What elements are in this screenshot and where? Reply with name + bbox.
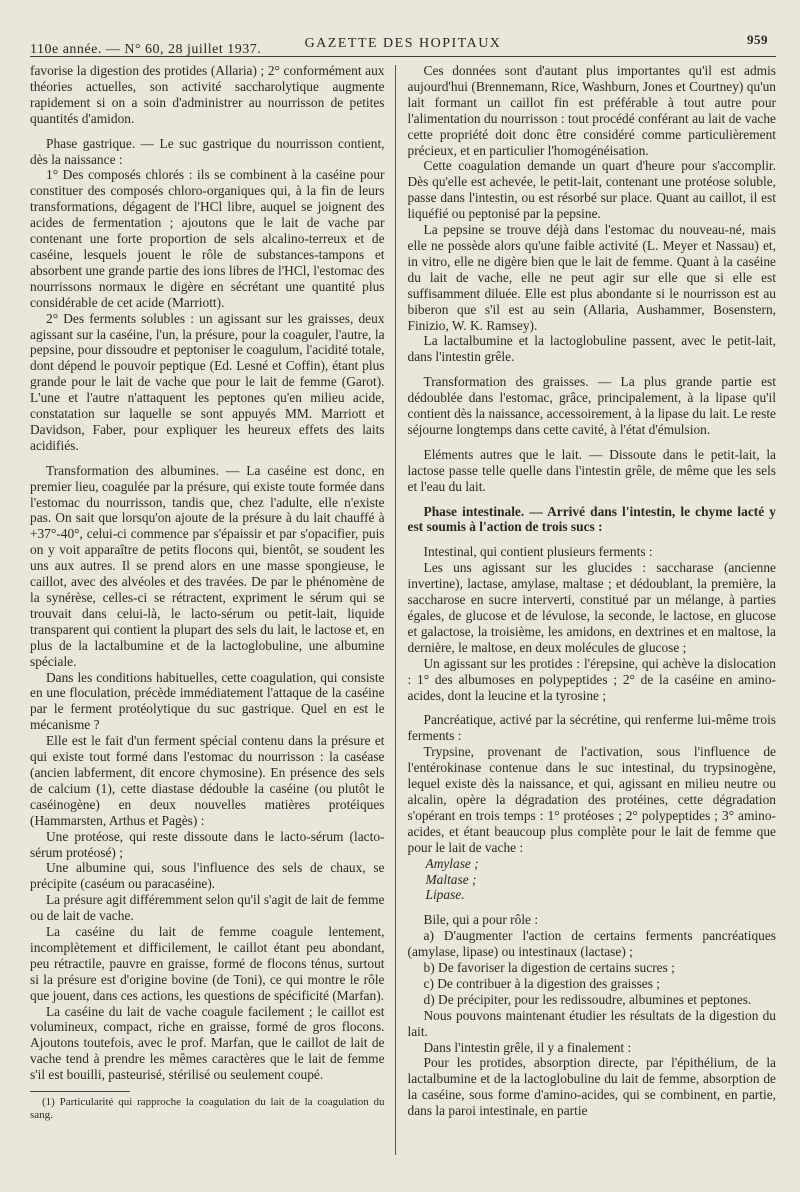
paragraph: La caséine du lait de femme coagule lentement, incomplètement et difficilement, le caillot étant peu abondant, peu rétractile, pauvre en graisse, formé de flocons ténus, surtout si la présure est d'origine bovine (de Toni), ce qui montre le rôle que jouent, dans ces actions, les questions de spécificité (Marfan). bbox=[30, 924, 385, 1003]
paragraph: a) D'augmenter l'action de certains ferments pancréatiques (amylase, lipase) ou intestinaux (lactase) ; bbox=[407, 928, 776, 960]
right-column bbox=[396, 63, 776, 1173]
section-heading-albumines: Transformation des albumines. — La caséine est donc, en premier lieu, coagulée par la présure, qui existe toute formée dans l'estomac du nourrisson, tandis que, chez l'adulte, elle n'existe pas. On sait que lorsqu'on ajoute de la présure à du lait chauffé à +37°-40°, celui-ci commence par s'épaissir et par s'opacifier, puis on y voit apparaître de petits flocons qui, bientôt, se soudent les uns aux autres. Il se prend alors en une masse spongieuse, le caillot, avec des alvéoles et des travées. De par le phénomène de la synérèse, celles-ci se rétractent, expriment le sérum qui se trouvait dans celui-là, le lacto-sérum ou petit-lait, liquide transparent qui contient la plupart des sels du lait, le lactose et, en plus de la lactalbumine et de la lactoglobuline, une albumine spéciale. bbox=[30, 462, 385, 669]
list-item: Amylase ; bbox=[425, 855, 479, 871]
paragraph: d) De précipiter, pour les redissoudre, albumines et peptones. bbox=[423, 991, 752, 1007]
section-heading-phase-gastrique: Phase gastrique. — Le suc gastrique du nourrisson contient, dès la naissance : bbox=[30, 135, 385, 167]
paragraph: Cette coagulation demande un quart d'heure pour s'accomplir. Dès qu'elle est achevée, le petit-lait, contenant une protéose soluble, passe dans l'intestin, ou est résorbé sur place. Quant au caillot, il est liquéfié ou peptonisé par la pepsine. bbox=[407, 158, 776, 222]
paragraph: La caséine du lait de vache coagule facilement ; le caillot est volumineux, compact, riche en graisse, formé de gros flocons. Ajoutons toutefois, avec le prof. Marfan, que le caillot de lait de vache tend à prendre les mêmes caractères que le lait de femme s'il est bouilli, pasteurisé, stérilisé ou seulement coupé. bbox=[30, 1003, 385, 1083]
paragraph: favorise la digestion des protides (Allaria) ; 2° conformément aux théories actuelles, son activité saccharolytique augmente rapidement si on a soin d'administrer au nourrisson de petites quantités d'amidon. bbox=[30, 63, 385, 126]
paragraph: Les uns agissant sur les glucides : saccharase (ancienne invertine), lactase, amylase, maltase ; et dédoublant, la première, la saccharose en sucre interverti, constitué par un mélange, à parties égales, de glucose et de lévulose, la seconde, le lactose, en glucose et galactose, la troisième, les amidons, en dextrines et en maltose, la dernière, le maltose, en deux molécules de glucose ; bbox=[407, 560, 776, 655]
subheading-bile: Bile, qui a pour rôle : bbox=[423, 912, 539, 928]
paragraph: Dans l'intestin grêle, il y a finalement : bbox=[423, 1039, 632, 1055]
section-heading-elements: Eléments autres que le lait. — Dissoute dans le petit-lait, la lactose passe telle quelle dans l'intestin grêle, de même que les sels et l'eau du lait. bbox=[407, 446, 776, 494]
paragraph: La lactalbumine et la lactoglobuline passent, avec le petit-lait, dans l'intestin grêle. bbox=[407, 333, 776, 365]
section-heading-graisses: Transformation des graisses. — La plus grande partie est dédoublée dans l'estomac, grâce, principalement, à la lipase qu'il contient dès la naissance, accessoirement, à la lipase du lait. Le reste séjourne longtemps dans cette cavité, à l'état d'émulsion. bbox=[407, 374, 776, 437]
footnote: (1) Particularité qui rapproche la coagulation du lait de la coagulation du sang. bbox=[30, 1096, 385, 1122]
section-heading-phase-intestinale: Phase intestinale. — Arrivé dans l'intestin, le chyme lacté y est soumis à l'action de trois sucs : bbox=[407, 503, 776, 535]
paragraph: Une protéose, qui reste dissoute dans le lacto-sérum (lacto-sérum protéosé) ; bbox=[30, 828, 385, 860]
subheading-pancreatique: Pancréatique, activé par la sécrétine, qui renferme lui-même trois ferments : bbox=[407, 712, 776, 744]
paragraph: Pour les protides, absorption directe, par l'épithélium, de la lactalbumine et de la lactoglobuline du lait de femme, absorption de la caséine, sous forme d'amino-acides, qui se combinent, en partie, dans la paroi intestinale, en partie bbox=[407, 1055, 776, 1119]
paragraph: Un agissant sur les protides : l'érepsine, qui achève la dislocation : 1° des albumoses en polypeptides ; 2° de la caséine en amino-acides, dont la leucine et la tyrosine ; bbox=[407, 655, 776, 703]
paragraph: Une albumine qui, sous l'influence des sels de chaux, se précipite (caséum ou paracaséine). bbox=[30, 860, 385, 892]
left-column bbox=[30, 63, 395, 1173]
paragraph: 1° Des composés chlorés : ils se combinent à la caséine pour constituer des composés chloro-organiques qui, à la fin de leurs transformations, dégagent de l'HCl libre, auquel se joignent des acides de fermentation ; ajoutons que le lait de vache par contenant une forte proportion de sels alcalino-terreux et de caséine, lesquels jouent le rôle de substances-tampons et absorbent une grande partie des ions libres de l'HCl, l'estomac des nourrissons normaux le digère en sécrétant une quantité plus considérable de cet acide (Marriott). bbox=[30, 167, 385, 310]
paragraph: Elle est le fait d'un ferment spécial contenu dans la présure et qui existe tout formé dans l'estomac du nourrisson : la caséase (ancien labferment, dit encore chymosine). En présence des sels de calcium (1), cette diastase dédouble la caséine (ou plutôt le caséinogène) en deux nouvelles matières protéiques (Hammarsten, Arthus et Pagès) : bbox=[30, 733, 385, 828]
paragraph: Trypsine, provenant de l'activation, sous l'influence de l'entérokinase contenue dans le suc intestinal, du trypsinogène, lequel existe dès la naissance, et qui, agissant en milieu neutre ou alcalin, opère la dégradation des protéines, cette dégradation s'opérant en trois temps : 1° protéoses ; 2° polypeptides ; 3° amino-acides, et étant beaucoup plus complète pour le lait de femme que pour le lait de vache : bbox=[407, 744, 776, 855]
paragraph: La présure agit différemment selon qu'il s'agit de lait de femme ou de lait de vache. bbox=[30, 892, 385, 924]
footnote-divider bbox=[30, 1091, 130, 1092]
page-number: 959 bbox=[747, 32, 768, 47]
paragraph: b) De favoriser la digestion de certains sucres ; bbox=[423, 960, 675, 976]
journal-title: GAZETTE DES HOPITAUX bbox=[304, 36, 502, 51]
paragraph: La pepsine se trouve déjà dans l'estomac du nouveau-né, mais elle ne possède alors qu'une faible activité (L. Meyer et Nassau) et, in vitro, elle ne digère bien que le lait de femme. Quant à la caséine du lait de vache, elle ne peut agir sur elle que si elle est suffisamment diluée. Elle est plus abondante si le nourrisson est au biberon que s'il est au sein (Allaria, Aushammer, Bosenstern, Finizio, W. K. Ramsey). bbox=[407, 222, 776, 333]
text-columns bbox=[30, 63, 776, 1173]
paragraph: c) De contribuer à la digestion des graisses ; bbox=[423, 975, 661, 991]
paragraph: Nous pouvons maintenant étudier les résultats de la digestion du lait. bbox=[407, 1007, 776, 1039]
list-item: Lipase. bbox=[425, 887, 465, 903]
subheading-intestinal: Intestinal, qui contient plusieurs ferments : bbox=[423, 544, 653, 560]
issue-info: 110e année. — N° 60, 28 juillet 1937. bbox=[30, 42, 262, 57]
list-item: Maltase ; bbox=[425, 871, 477, 887]
paragraph: Dans les conditions habituelles, cette coagulation, qui consiste en une floculation, précède immédiatement l'attaque de la caséine par le ferment protéolytique du suc gastrique. Quel en est le mécanisme ? bbox=[30, 669, 385, 733]
paragraph: Ces données sont d'autant plus importantes qu'il est admis aujourd'hui (Brennemann, Rice, Washburn, Jones et Courtney) qu'un lait formant un caillot fin est préférable à tout autre pour l'alimentation du nourrisson : tout procédé conférant au lait de vache cette propriété doit donc être considéré comme particulièrement précieux, et en particulier l'homogénéisation. bbox=[407, 63, 776, 158]
paragraph: 2° Des ferments solubles : un agissant sur les graisses, deux agissant sur la caséine, l'un, la présure, pour la coaguler, l'autre, la pepsine, pour dissoudre et peptoniser le coagulum, l'acidité totale, dont dépend le pouvoir peptique (Ed. Lesné et Coffin), étant plus grande pour le lait de vache que pour le lait de femme (Garot). L'une et l'autre n'attaquent les peptones qu'en milieu acide, constatation sur laquelle se sont appuyés MM. Marriott et Davidson, Faber, pour expliquer les heureux effets des laits acidifiés. bbox=[30, 310, 385, 453]
running-header bbox=[30, 26, 776, 57]
